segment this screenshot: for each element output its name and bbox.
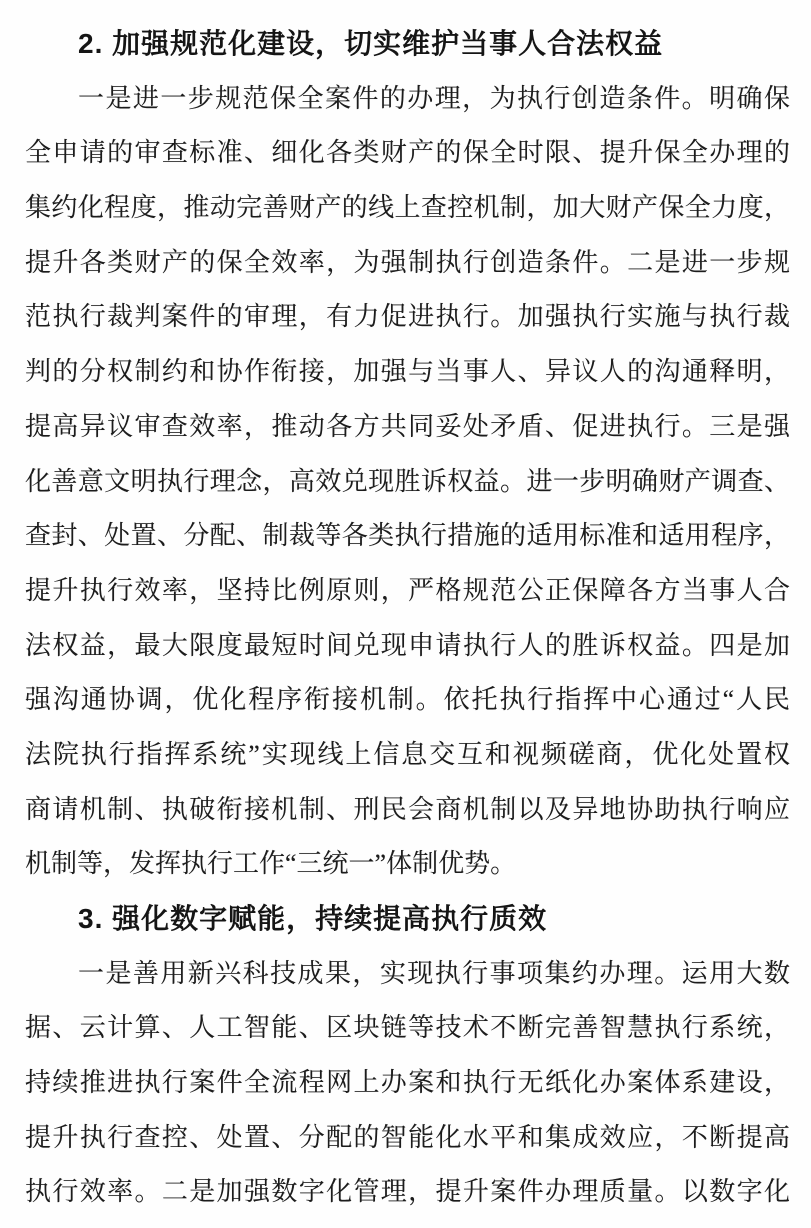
text-line: 法权益，最大限度最短时间兑现申请执行人的胜诉权益。四是加 bbox=[25, 630, 790, 660]
text-line: 提高异议审查效率，推动各方共同妥处矛盾、促进执行。三是强 bbox=[25, 411, 790, 441]
text-line: 提升各类财产的保全效率，为强制执行创造条件。二是进一步规 bbox=[25, 247, 790, 277]
text-line: 机制等，发挥执行工作“三统一”体制优势。 bbox=[25, 849, 517, 879]
text-line: 提升执行查控、处置、分配的智能化水平和集成效应，不断提高 bbox=[25, 1122, 790, 1152]
section-heading: 3. 强化数字赋能，持续提高执行质效 bbox=[78, 903, 548, 934]
text-line: 强沟通协调，优化程序衔接机制。依托执行指挥中心通过“人民 bbox=[25, 685, 790, 715]
text-line: 全申请的审查标准、细化各类财产的保全时限、提升保全办理的 bbox=[25, 138, 790, 168]
text-line: 判的分权制约和协作衔接，加强与当事人、异议人的沟通释明， bbox=[25, 357, 790, 387]
text-line: 据、云计算、人工智能、区块链等技术不断完善智慧执行系统， bbox=[25, 1013, 790, 1043]
section-heading: 2. 加强规范化建设，切实维护当事人合法权益 bbox=[78, 28, 664, 59]
text-line: 法院执行指挥系统”实现线上信息交互和视频磋商，优化处置权 bbox=[25, 739, 790, 769]
text-line: 提升执行效率，坚持比例原则，严格规范公正保障各方当事人合 bbox=[25, 575, 790, 605]
text-line: 集约化程度，推动完善财产的线上查控机制，加大财产保全力度， bbox=[25, 193, 790, 223]
text-line: 一是进一步规范保全案件的办理，为执行创造条件。明确保 bbox=[78, 83, 790, 113]
text-line: 化善意文明执行理念，高效兑现胜诉权益。进一步明确财产调查、 bbox=[25, 466, 790, 496]
text-line: 查封、处置、分配、制裁等各类执行措施的适用标准和适用程序， bbox=[25, 521, 790, 551]
text-line: 执行效率。二是加强数字化管理，提升案件办理质量。以数字化 bbox=[25, 1177, 790, 1207]
text-line: 范执行裁判案件的审理，有力促进执行。加强执行实施与执行裁 bbox=[25, 302, 790, 332]
document-body bbox=[25, 17, 790, 1220]
text-line: 一是善用新兴科技成果，实现执行事项集约办理。运用大数 bbox=[78, 958, 790, 988]
text-line: 持续推进执行案件全流程网上办案和执行无纸化办案体系建设， bbox=[25, 1068, 790, 1098]
text-line: 商请机制、执破衔接机制、刑民会商机制以及异地协助执行响应 bbox=[25, 794, 790, 824]
